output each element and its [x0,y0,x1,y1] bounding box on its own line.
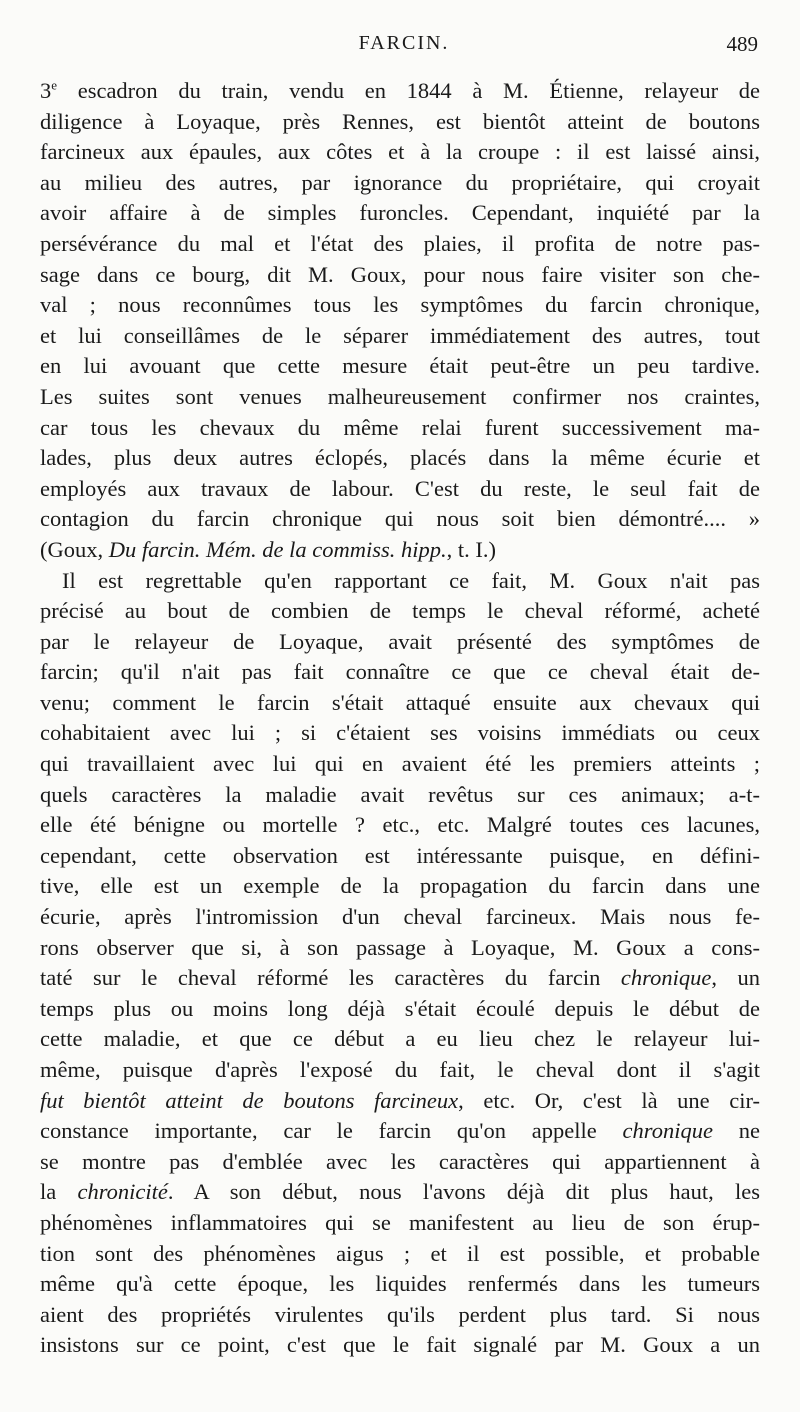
line-text: quels caractères la maladie avait revêtus sur ces animaux; a-t- [40,781,760,807]
line-text: , etc. Or, c'est là une cir- [458,1087,760,1113]
line-text: taté sur le cheval réformé les caractères du farcin [40,965,621,991]
line-text: escadron du train, vendu en 1844 à M. Étienne, relayeur de [57,78,760,103]
line-text: venu; comment le farcin s'était attaqué ensuite aux chevaux qui [40,689,760,715]
line-text: par le relayeur de Loyaque, avait présenté des symptômes de [40,628,760,654]
text-line [40,76,760,107]
text-line [40,963,760,994]
page-number: 489 [726,32,758,56]
line-text: insistons sur ce point, c'est que le fait signalé par M. Goux a un [40,1332,760,1358]
text-line [40,1086,760,1117]
italic-text: chronicité [77,1179,168,1205]
text-line [40,443,760,474]
text-line [40,780,760,811]
page-header [40,30,758,62]
text-line [40,474,760,505]
text-line [40,1055,760,1086]
italic-text: chronique [620,965,712,991]
text-line [40,382,760,413]
italic-text: chronique [622,1118,713,1144]
text-line [40,933,760,964]
line-text: même qu'à cette époque, les liquides renfermés dans les tumeurs [40,1271,760,1297]
text-line [40,718,760,749]
line-text: diligence à Loyaque, près Rennes, est bientôt atteint de boutons [40,108,760,134]
line-text: phénomènes inflammatoires qui se manifestent au lieu de son érup- [40,1209,760,1235]
line-text: tive, elle est un exemple de la propagation du farcin dans une [40,873,760,899]
line-text: même, puisque d'après l'exposé du fait, le cheval dont il s'agit [40,1057,760,1082]
line-text: aient des propriétés virulentes qu'ils perdent plus tard. Si nous [40,1301,760,1327]
text-line [40,137,760,168]
line-text: , un [711,965,760,991]
text-line [40,657,760,688]
text-line [40,351,760,382]
text-line [40,688,760,719]
line-text: Il est regrettable qu'en rapportant ce fait, M. Goux n'ait pas [62,567,760,593]
text-line [40,168,760,199]
line-text: cohabitaient avec lui ; si c'étaient ses voisins immédiats ou ceux [40,720,760,746]
line-text: tion sont des phénomènes aigus ; et il est possible, et probable [40,1240,760,1266]
line-text: , t. I.) [446,536,496,562]
text-line [40,902,760,933]
running-head: FARCIN. [358,32,450,54]
text-line [40,749,760,780]
text-line [40,1116,760,1147]
text-line [40,1208,760,1239]
line-text: au milieu des autres, par ignorance du propriétaire, qui croyait [40,169,760,195]
text-line [40,1269,760,1300]
line-text: 3 [40,78,52,103]
line-text: ne [712,1118,760,1144]
ordinal-superscript: e [51,77,58,93]
text-line [40,1330,760,1361]
text-line [40,504,760,535]
line-text: car tous les chevaux du même relai furent successivement ma- [40,414,760,440]
line-text: cependant, cette observation est intéressante puisque, en défini- [40,842,760,868]
italic-text: fut bientôt atteint de boutons farcineux [40,1087,459,1113]
text-line [40,1177,760,1208]
text-line [40,1300,760,1331]
line-text: se montre pas d'emblée avec les caractères qui appartiennent à [40,1148,760,1174]
line-text: écurie, après l'intromission d'un cheval farcineux. Mais nous fe- [40,904,760,930]
line-text: temps plus ou moins long déjà s'était écoulé depuis le début de [40,995,760,1021]
text-line [40,1147,760,1178]
text-line [40,627,760,658]
line-text: farcineux aux épaules, aux côtes et à la croupe : il est laissé ainsi, [40,139,760,165]
line-text: (Goux, [40,536,109,562]
text-line [40,107,760,138]
text-line [40,841,760,872]
line-text: en lui avouant que cette mesure était peut-être un peu tardive. [40,353,760,379]
line-text: val ; nous reconnûmes tous les symptômes du farcin chronique, [40,292,760,318]
text-line [40,596,760,627]
line-text: farcin; qu'il n'ait pas fait connaître ce que ce cheval était de- [40,659,760,685]
line-text: contagion du farcin chronique qui nous soit bien démontré.... » [40,506,760,532]
line-text: rons observer que si, à son passage à Loyaque, M. Goux a cons- [40,934,760,960]
text-line [40,321,760,352]
line-text: persévérance du mal et l'état des plaies, il profita de notre pas- [40,230,760,256]
text-line [40,1024,760,1055]
line-text: . A son début, nous l'avons déjà dit plus haut, les [167,1179,760,1205]
line-text: employés aux travaux de labour. C'est du reste, le seul fait de [40,475,760,501]
line-text: qui travaillaient avec lui qui en avaient été les premiers atteints ; [40,751,760,777]
text-line [40,1239,760,1270]
line-text: cette maladie, et que ce début a eu lieu chez le relayeur lui- [40,1026,760,1052]
line-text: et lui conseillâmes de le séparer immédiatement des autres, tout [40,322,760,348]
body-text [40,76,760,1361]
line-text: sage dans ce bourg, dit M. Goux, pour nous faire visiter son che- [40,261,760,287]
text-line [40,566,760,597]
line-text: Les suites sont venues malheureusement confirmer nos craintes, [40,383,760,409]
text-line [40,229,760,260]
text-line [40,198,760,229]
line-text: la [40,1179,78,1205]
text-line [40,413,760,444]
text-line [40,260,760,291]
text-line [40,535,760,566]
line-text: lades, plus deux autres éclopés, placés dans la même écurie et [40,445,760,471]
text-line [40,810,760,841]
italic-text: Du farcin. Mém. de la commiss. hipp. [108,536,447,562]
line-text: avoir affaire à de simples furoncles. Cependant, inquiété par la [40,200,760,226]
line-text: précisé au bout de combien de temps le cheval réformé, acheté [40,598,760,624]
text-line [40,994,760,1025]
text-line [40,871,760,902]
line-text: constance importante, car le farcin qu'on appelle [40,1118,623,1144]
line-text: elle été bénigne ou mortelle ? etc., etc. Malgré toutes ces lacunes, [40,812,760,838]
text-line [40,290,760,321]
